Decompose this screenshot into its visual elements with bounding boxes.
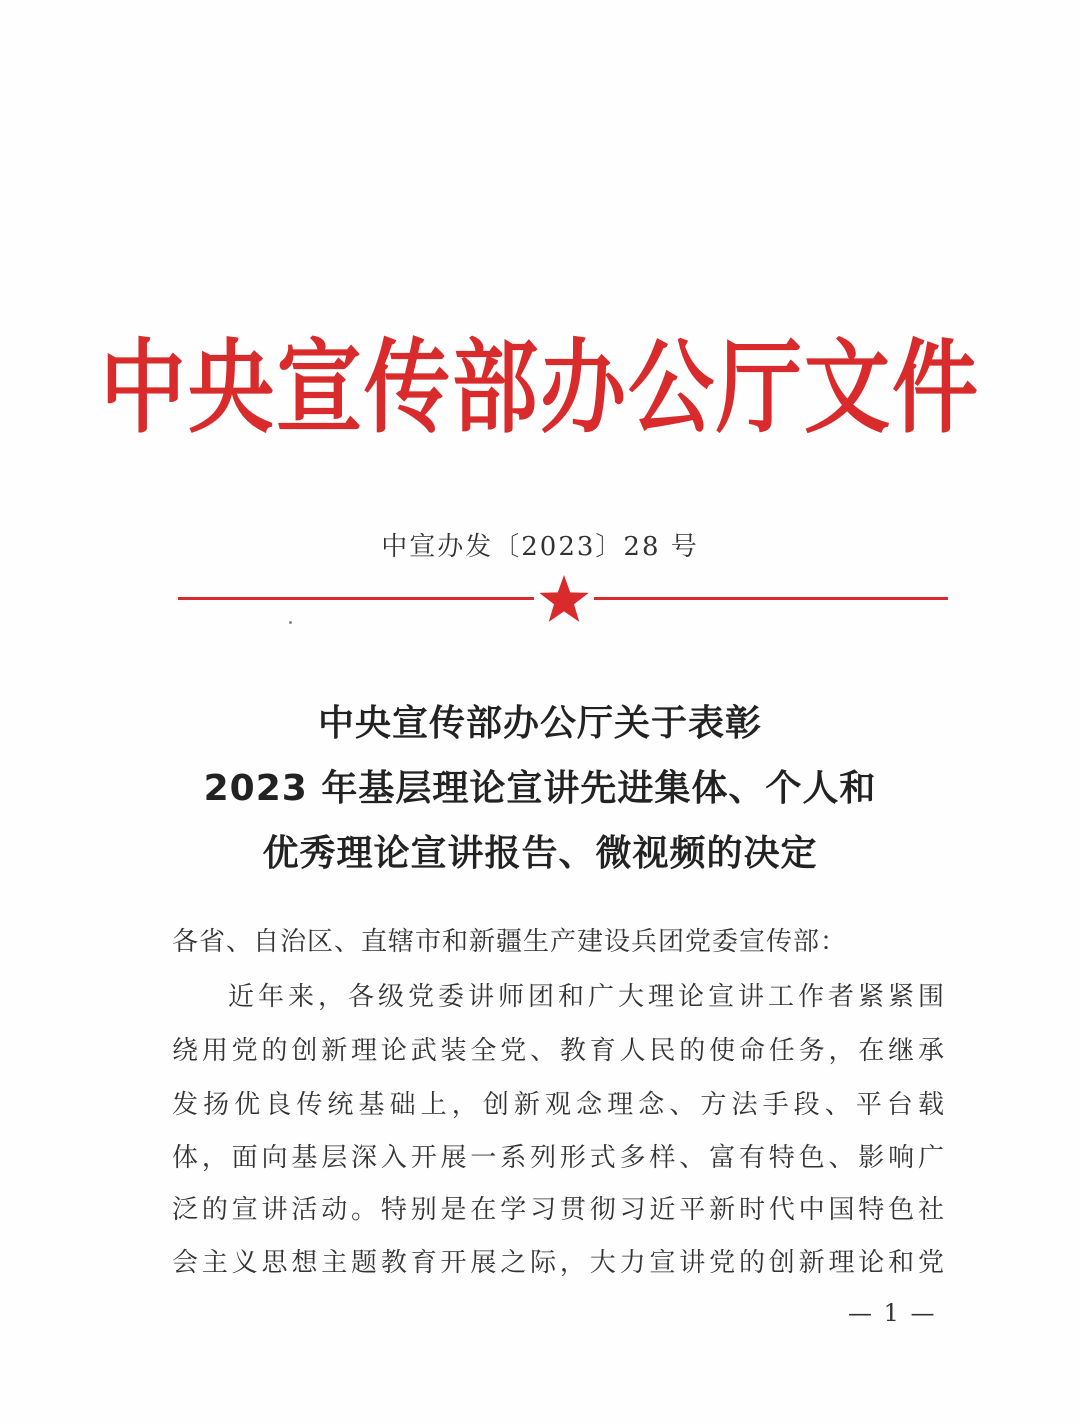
masthead-title: 中央宣传部办公厅文件 — [100, 329, 980, 448]
body-line-3: 发扬优良传统基础上，创新观念理念、方法手段、平台载 — [172, 1090, 944, 1120]
decision-title-line-2: 2023 年基层理论宣讲先进集体、个人和 — [203, 768, 877, 809]
red-rule-left — [178, 597, 534, 600]
salutation: 各省、自治区、直辖市和新疆生产建设兵团党委宣传部： — [172, 927, 848, 957]
body-line-2: 绕用党的创新理论武装全党、教育人民的使命任务，在继承 — [172, 1036, 944, 1066]
body-line-5: 泛的宣讲活动。特别是在学习贯彻习近平新时代中国特色社 — [172, 1195, 944, 1225]
page-number: — 1 — — [848, 1299, 937, 1327]
body-line-1: 近年来，各级党委讲师团和广大理论宣讲工作者紧紧围 — [228, 982, 944, 1012]
red-rule-right — [594, 597, 948, 600]
document-number: 中宣办发〔2023〕28 号 — [381, 532, 699, 562]
decision-title-line-3: 优秀理论宣讲报告、微视频的决定 — [262, 833, 818, 874]
body-line-4: 体，面向基层深入开展一系列形式多样、富有特色、影响广 — [172, 1143, 944, 1173]
body-line-6: 会主义思想主题教育开展之际，大力宣讲党的创新理论和党 — [172, 1248, 944, 1278]
scan-speck — [289, 621, 292, 624]
red-star-icon — [538, 574, 590, 624]
decision-title-line-1: 中央宣传部办公厅关于表彰 — [317, 703, 762, 744]
